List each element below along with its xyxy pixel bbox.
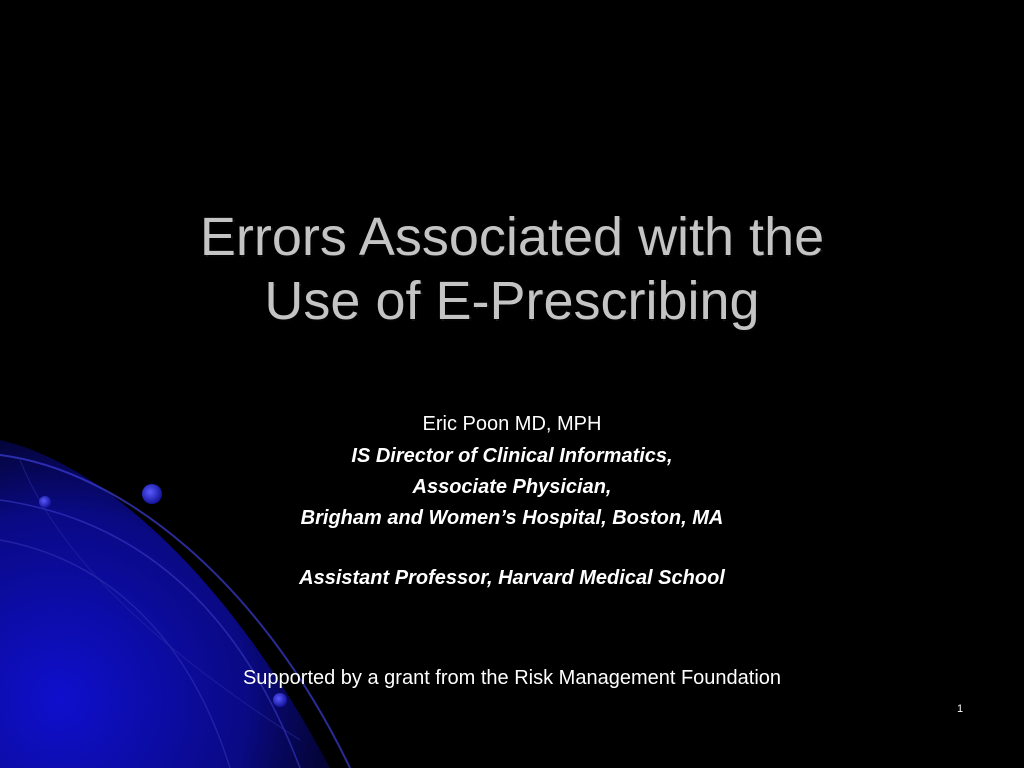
title-line-2: Use of E-Prescribing	[264, 271, 760, 331]
decorative-dot	[273, 693, 287, 707]
author-name: Eric Poon MD, MPH	[422, 413, 602, 435]
affiliation-line-1: IS Director of Clinical Informatics,	[351, 445, 673, 467]
affiliation-line-3: Brigham and Women’s Hospital, Boston, MA	[300, 507, 724, 529]
slide-title	[0, 205, 1024, 333]
grant-footer: Supported by a grant from the Risk Management Foundation	[242, 667, 782, 689]
affiliation-line-2: Associate Physician,	[412, 476, 612, 498]
page-number: 1	[956, 703, 964, 715]
title-line-1: Errors Associated with the	[199, 207, 825, 267]
affiliation-line-4: Assistant Professor, Harvard Medical School	[299, 567, 725, 589]
